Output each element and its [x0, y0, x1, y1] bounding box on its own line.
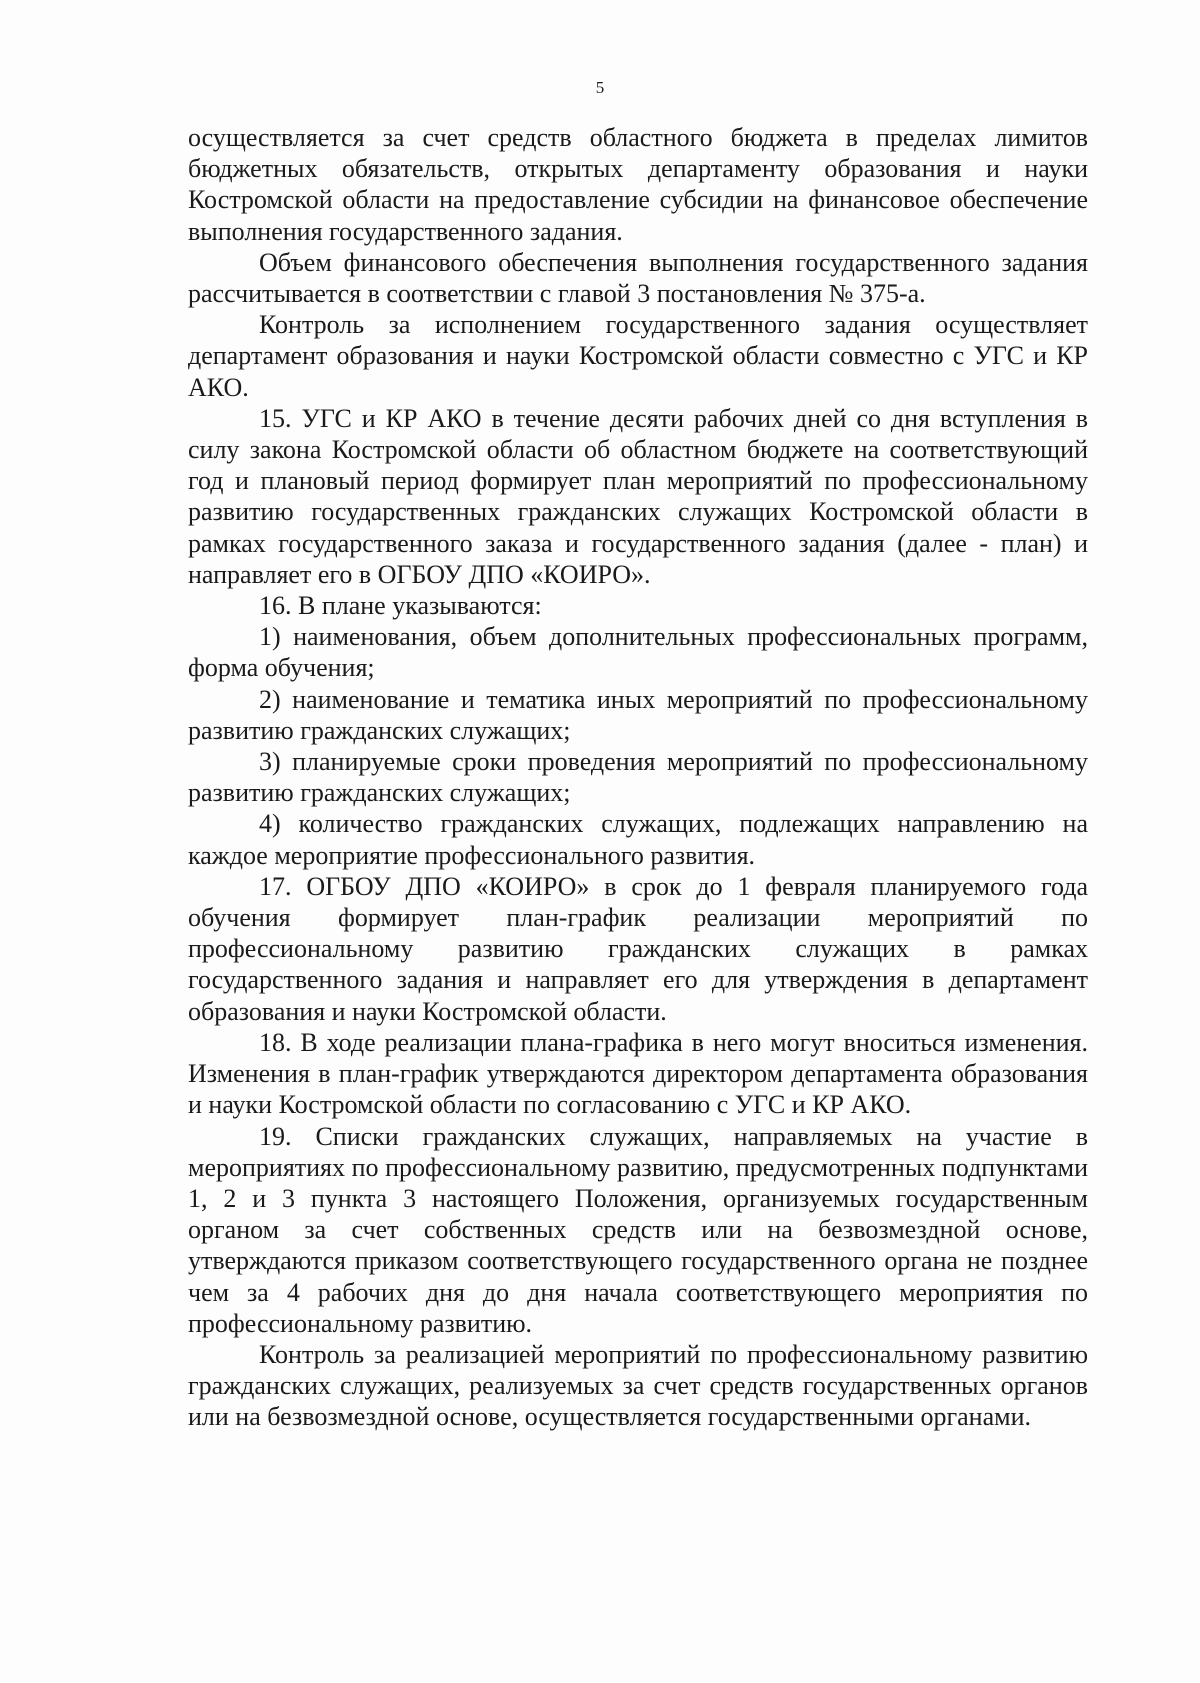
paragraph: осуществляется за счет средств областного бюджета в пределах лимитов бюджетных обязательств, открытых департаменту образования и науки Костромской области на предоставление субсидии на финансовое обеспечение выполнения государственного задания.	[188, 123, 1088, 246]
paragraph: 18. В ходе реализации плана-графика в него могут вноситься изменения. Изменения в план-график утверждаются директором департамента образования и науки Костромской области по согласованию с УГС и КР АКО.	[188, 1027, 1088, 1120]
list-item: 1) наименования, объем дополнительных профессиональных программ, форма обучения;	[188, 622, 1088, 683]
list-item: 2) наименование и тематика иных мероприятий по профессиональному развитию гражданских служащих;	[188, 684, 1088, 745]
document-body	[188, 122, 1088, 1433]
list-item: 4) количество гражданских служащих, подлежащих направлению на каждое мероприятие профессионального развития.	[188, 809, 1088, 870]
paragraph: Контроль за исполнением государственного задания осуществляет департамент образования и науки Костромской области совместно с УГС и КР АКО.	[188, 310, 1088, 402]
paragraph: 16. В плане указываются:	[259, 591, 542, 621]
paragraph: Контроль за реализацией мероприятий по профессиональному развитию гражданских служащих, реализуемых за счет средств государственных органов или на безвозмездной основе, осуществляется государственными органами.	[188, 1339, 1088, 1432]
list-item: 3) планируемые сроки проведения мероприятий по профессиональному развитию гражданских служащих;	[188, 747, 1088, 808]
paragraph: 17. ОГБОУ ДПО «КОИРО» в срок до 1 февраля планируемого года обучения формирует план-график реализации мероприятий по профессиональному развитию гражданских служащих в рамках государственного задания и направляет его для утверждения в департамент образования и науки Костромской области.	[188, 871, 1088, 1026]
page-number: 5	[595, 78, 605, 97]
paragraph: 15. УГС и КР АКО в течение десяти рабочих дней со дня вступления в силу закона Костромской области об областном бюджете на соответствующий год и плановый период формирует план мероприятий по профессиональному развитию государственных гражданских служащих Костромской области в рамках государственного заказа и государственного задания (далее - план) и направляет его в ОГБОУ ДПО «КОИРО».	[188, 403, 1088, 589]
paragraph: Объем финансового обеспечения выполнения государственного задания рассчитывается в соответствии с главой 3 постановления № 375-а.	[188, 247, 1088, 309]
paragraph: 19. Списки гражданских служащих, направляемых на участие в мероприятиях по профессиональному развитию, предусмотренных подпунктами 1, 2 и 3 пункта 3 настоящего Положения, организуемых государственным органом за счет собственных средств или на безвозмездной основе, утверждаются приказом соответствующего государственного органа не позднее чем за 4 рабочих дня до дня начала соответствующего мероприятия по профессиональному развитию.	[188, 1121, 1088, 1338]
